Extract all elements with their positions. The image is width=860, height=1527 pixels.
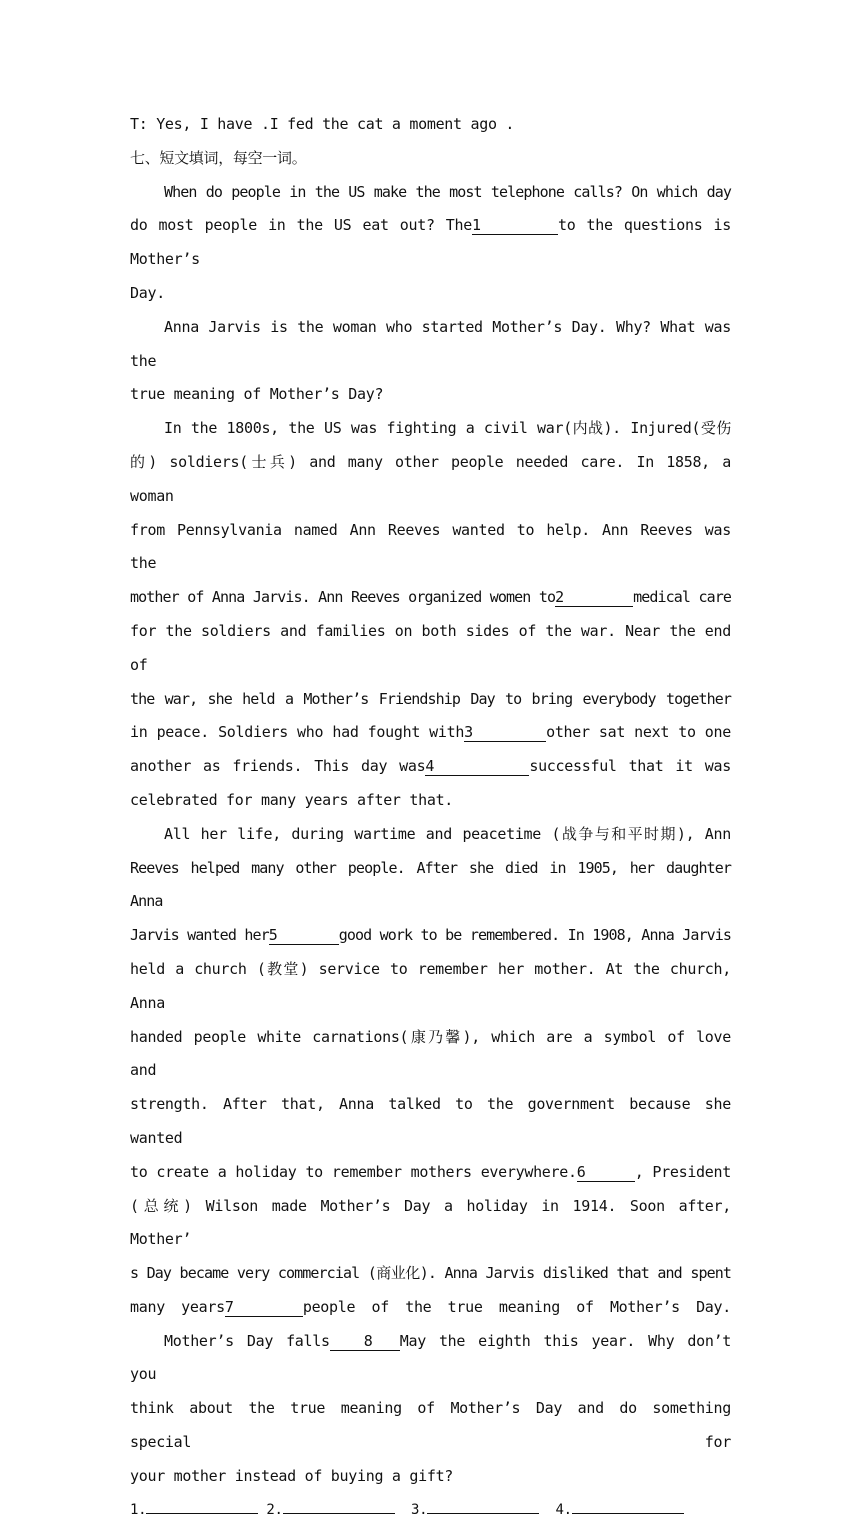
paragraph-3-line-3: from Pennsylvania named Ann Reeves wanted to help. Ann Reeves was the: [130, 520, 731, 573]
text-segment: to the questions is Mother’s: [130, 216, 731, 269]
answer-1-line[interactable]: [146, 1499, 258, 1514]
answer-3-line[interactable]: [427, 1499, 539, 1514]
blank-6: 6: [577, 1163, 635, 1182]
answer-2-label: 2.: [266, 1501, 283, 1518]
answer-4-label: 4.: [555, 1501, 572, 1518]
paragraph-4-line-2: Reeves helped many other people. After she died in 1905, her daughter Anna: [130, 858, 731, 911]
paragraph-4-line-4: held a church (教堂) service to remember her mother. At the church, Anna: [130, 959, 731, 1012]
blank-4: 4: [425, 757, 529, 776]
paragraph-3-line-6: the war, she held a Mother’s Friendship Day to bring everybody together: [130, 689, 731, 708]
text-segment: people of the true meaning of Mother’s Day.: [302, 1297, 731, 1316]
paragraph-4-line-10: [130, 1291, 731, 1325]
paragraph-4-line-8: (总统) Wilson made Mother’s Day a holiday in 1914. Soon after, Mother’: [130, 1196, 731, 1249]
paragraph-1-line-2: [130, 209, 731, 277]
paragraph-3-line-5: for the soldiers and families on both sides of the war. Near the end of: [130, 621, 731, 674]
text-segment: successful that it was: [529, 757, 731, 776]
paragraph-4-line-9: s Day became very commercial (商业化). Anna Jarvis disliked that and spent: [130, 1264, 731, 1283]
text-segment: Jarvis wanted her: [130, 926, 269, 945]
text-segment: May the eighth this year. Why don’t you: [130, 1331, 732, 1384]
worksheet-page: [130, 108, 731, 1527]
paragraph-3-line-9: celebrated for many years after that.: [130, 790, 454, 809]
section-title: 七、短文填词，每空一词。: [130, 148, 307, 167]
blank-8: 8: [330, 1332, 400, 1351]
answer-3-label: 3.: [410, 1501, 428, 1518]
answer-4-line[interactable]: [572, 1499, 684, 1514]
answer-2-line[interactable]: [283, 1499, 395, 1514]
answer-row: [130, 1494, 731, 1527]
paragraph-2-line-1: Anna Jarvis is the woman who started Mother’s Day. Why? What was the: [130, 317, 731, 370]
paragraph-4-line-7: [130, 1156, 731, 1190]
text-segment: many years: [130, 1297, 225, 1316]
paragraph-3-line-2: 的) soldiers(士兵) and many other people needed care. In 1858, a woman: [130, 452, 731, 505]
paragraph-3-line-4: [130, 581, 731, 615]
blank-5: 5: [269, 926, 339, 945]
answer-1-label: 1.: [130, 1501, 147, 1518]
paragraph-1-line-3: Day.: [130, 283, 165, 302]
text-segment: to create a holiday to remember mothers everywhere.: [130, 1162, 577, 1181]
paragraph-5-line-3: your mother instead of buying a gift?: [130, 1466, 454, 1485]
paragraph-4-line-3: [130, 919, 731, 953]
blank-3: 3: [464, 723, 546, 742]
text-segment: Mother’s Day falls: [164, 1331, 330, 1350]
paragraph-4-line-5: handed people white carnations(康乃馨), which are a symbol of love and: [130, 1027, 731, 1080]
paragraph-1-line-1: When do people in the US make the most telephone calls? On which day: [164, 182, 731, 201]
paragraph-3-line-7: [130, 716, 731, 750]
text-segment: other sat next to one: [546, 723, 731, 742]
blank-7: 7: [225, 1298, 303, 1317]
paragraph-3-line-1: In the 1800s, the US was fighting a civil war(内战). Injured(受伤: [164, 419, 731, 438]
text-segment: another as friends. This day was: [130, 757, 426, 776]
paragraph-5-line-1: [130, 1325, 731, 1393]
paragraph-4-line-1: All her life, during wartime and peacetime (战争与和平时期), Ann: [164, 824, 731, 843]
paragraph-3-line-8: [130, 750, 731, 784]
blank-1: 1: [472, 216, 558, 235]
text-segment: medical care: [633, 588, 731, 607]
text-segment: in peace. Soldiers who had fought with: [130, 723, 465, 742]
dialog-line: T: Yes, I have .I fed the cat a moment ago .: [130, 115, 515, 133]
paragraph-5-line-2: think about the true meaning of Mother’s Day and do something special for: [130, 1399, 731, 1452]
text-segment: good work to be remembered. In 1908, Anna Jarvis: [338, 926, 731, 945]
text-segment: mother of Anna Jarvis. Ann Reeves organized women to: [130, 588, 556, 607]
paragraph-2-line-2: true meaning of Mother’s Day?: [130, 385, 384, 404]
blank-2: 2: [555, 588, 633, 607]
paragraph-4-line-6: strength. After that, Anna talked to the government because she wanted: [130, 1095, 731, 1147]
text-segment: do most people in the US eat out? The: [130, 216, 472, 235]
text-segment: , President: [634, 1162, 731, 1181]
